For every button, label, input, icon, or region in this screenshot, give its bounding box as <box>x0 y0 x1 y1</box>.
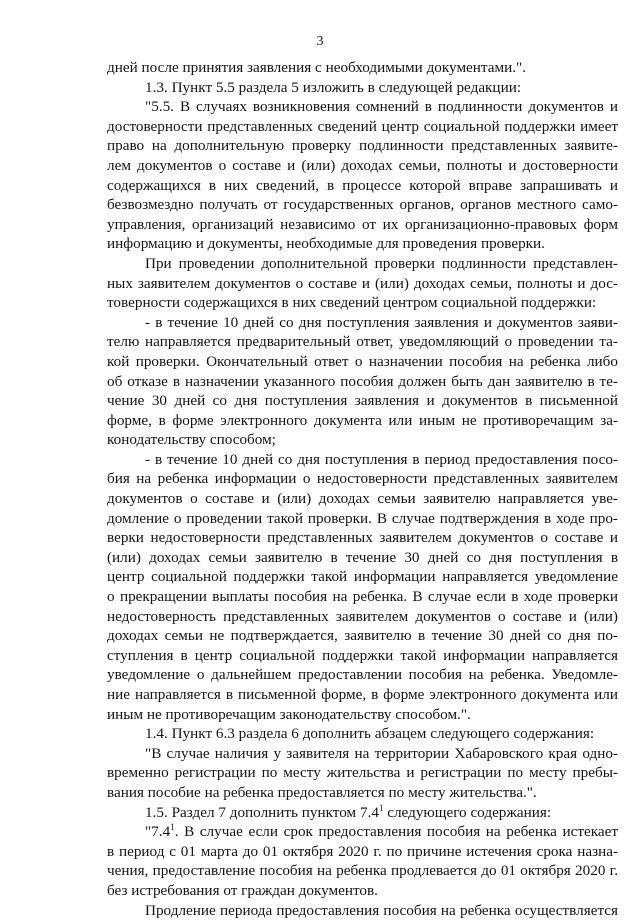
text-line-segment: . В случае если срок предоставления пособия на ребенка истекает <box>174 823 618 841</box>
text-line: иным не противоречащим законодательству способом.". <box>107 705 471 723</box>
text-line: доходах семьи не подтверждается, заявителю в течение 30 дней со дня по- <box>107 627 618 645</box>
text-line: дней после принятия заявления с необходимыми документами.". <box>107 59 527 76</box>
text-line: уведомление о дальнейшем предоставлении пособия на ребенка. Уведомле- <box>107 666 618 684</box>
text-line: товерности содержащихся в них сведений центром социальной поддержки: <box>107 294 597 312</box>
text-line: содержащихся в них сведений, в процессе которой вправе запрашивать и <box>107 176 618 194</box>
superscript: 1 <box>170 822 175 833</box>
text-line: ступления в центр социальной поддержки такой информации направляется <box>107 646 618 664</box>
text-line-segment: следующего содержания: <box>383 803 552 821</box>
text-line-segment: 1.5. Раздел 7 дополнить пунктом 7.4 <box>145 803 379 821</box>
text-line: "В случае наличия у заявителя на территории Хабаровского края одно- <box>145 744 618 762</box>
text-line: документов о составе и (или) доходах семьи заявителю направляется уве- <box>107 490 618 508</box>
text-line: конодательству способом; <box>107 431 276 449</box>
text-line: о прекращении выплаты пособия на ребенка. В случае если в ходе проверки <box>107 588 618 606</box>
text-line: 1.3. Пункт 5.5 раздела 5 изложить в следующей редакции: <box>145 78 522 96</box>
superscript: 1 <box>378 802 384 813</box>
text-line: ние направляется в письменной форме, в форме электронного документа или <box>107 686 618 703</box>
text-line: (или) доходах семьи заявителю в течение 30 дней со дня поступления в <box>107 548 618 566</box>
text-line: центр социальной поддержки такой информации направляется уведомление <box>107 568 618 586</box>
text-line: в период с 01 марта до 01 октября 2020 г. по причине истечения срока назна- <box>107 842 618 860</box>
text-line: чение 30 дней со дня поступления заявления и документов в письменной <box>107 392 618 410</box>
text-line: - в течение 10 дней со дня поступления заявления и документов заяви- <box>145 313 618 331</box>
text-line: вания пособие на ребенка предоставляется по месту жительства.". <box>107 783 537 801</box>
text-line: лем документов о составе и (или) доходах семьи, полноты и достоверности <box>107 156 618 174</box>
text-line: достоверности представленных сведений центр социальной поддержки имеет <box>107 117 618 135</box>
text-line: кой проверки. Окончательный ответ о назначении пособия на ребенка либо <box>107 352 618 370</box>
text-line: верки недостоверности представленных заявителем документов о составе и <box>107 529 618 547</box>
page-number: 3 <box>316 34 324 49</box>
text-line: об отказе в назначении указанного пособия должен быть дан заявителю в те- <box>107 372 618 390</box>
text-line: При проведении дополнительной проверки подлинности представлен- <box>145 254 618 272</box>
text-line <box>107 803 618 823</box>
text-line: домление о проведении такой проверки. В случае подтверждения в ходе про- <box>107 509 618 527</box>
text-line: без истребования от граждан документов. <box>107 881 378 899</box>
text-line: Продление периода предоставления пособия на ребенка осуществляется <box>145 901 618 919</box>
text-line: - в течение 10 дней со дня поступления в период предоставления посо- <box>145 450 618 468</box>
text-line: бия на ребенка информации о недостоверности представленных заявителем <box>107 470 618 488</box>
text-line: управления, организаций независимо от их организационно-правовых форм <box>107 215 618 233</box>
text-line: форме, в форме электронного документа или иным не противоречащим за- <box>107 411 618 429</box>
text-line: чения, предоставление пособия на ребенка продлевается до 01 октября 2020 г. <box>107 862 618 880</box>
text-line: недостоверность представленных заявителем документов о составе и (или) <box>107 607 618 625</box>
text-line: телю направляется предварительный ответ, уведомляющий о проведении та- <box>107 333 618 351</box>
text-line: 1.4. Пункт 6.3 раздела 6 дополнить абзацем следующего содержания: <box>145 725 595 743</box>
text-line: "5.5. В случаях возникновения сомнений в подлинности документов и <box>145 98 618 116</box>
text-line: информацию и документы, необходимые для проведения проверки. <box>107 235 545 253</box>
text-line: ных заявителем документов о составе и (или) доходах семьи, полноты и дос- <box>107 274 618 292</box>
text-line: безвозмездно получать от государственных органов, органов местного само- <box>107 196 618 214</box>
text-line <box>107 822 618 842</box>
text-line-segment: "7.4 <box>145 823 171 841</box>
text-line: право на дополнительную проверку подлинности представленных заявите- <box>107 137 618 155</box>
text-line: временно регистрации по месту жительства и регистрации по месту пребы- <box>107 764 618 782</box>
document-body <box>107 58 618 920</box>
